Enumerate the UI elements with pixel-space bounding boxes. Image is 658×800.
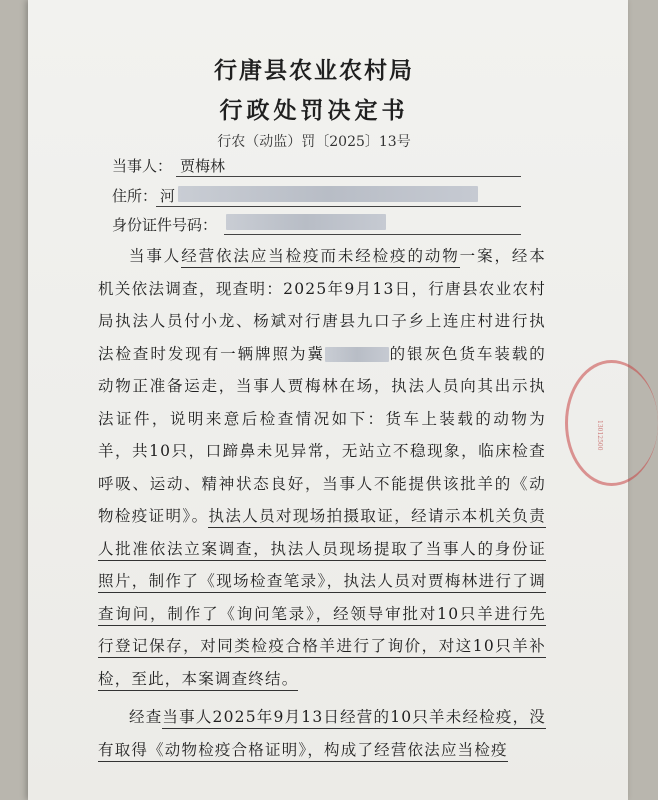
- address-value: 河: [160, 187, 176, 205]
- conclusion-lead: 经查: [129, 708, 163, 726]
- seal-number: 13012500: [596, 420, 603, 451]
- party-label: 当事人：: [112, 157, 173, 175]
- party-name: 贾梅林: [180, 157, 226, 175]
- address-label: 住所：: [112, 187, 158, 205]
- id-label: 身份证件号码：: [112, 216, 218, 234]
- official-seal: [565, 360, 658, 486]
- id-redaction: [226, 214, 386, 230]
- document-page: [28, 0, 628, 800]
- findings-text: 一案，经本机关依法调查，现查明：2025年9月13日，行唐县农业农村局执法人员付小龙、杨斌对行唐县九口子乡上连庄村进行执法检查时发现有一辆牌照为冀: [98, 247, 546, 363]
- plate-redaction: [325, 347, 389, 362]
- document-number: 行农（动监）罚〔2025〕13号: [217, 134, 411, 150]
- conclusion-text: 当事人2025年9月13日经营的10只羊未经检疫，没有取得《动物检疫合格证明》，构成了经营依法应当检疫: [98, 708, 546, 762]
- id-underline: [224, 234, 521, 235]
- investigation-text: 执法人员对现场拍摄取证，经请示本机关负责人批准依法立案调查，执法人员现场提取了当事人的身份证照片，制作了《现场检查笔录》，执法人员对贾梅林进行了调查询问，制作了《询问笔录》，经领导审批对10只羊进行先行登记保存，对同类检疫合格羊进行了询价，对这10只羊补检，至此，本案调查终结。: [98, 507, 546, 691]
- paragraph-conclusion: [98, 701, 546, 766]
- paragraph-findings: [98, 240, 546, 695]
- findings-text-cont: 的银灰色货车装载的动物正准备运走，当事人贾梅林在场，执法人员向其出示执法证件，说明来意后检查情况如下：货车上装载的动物为羊，共10只，口蹄鼻未见异常，无站立不稳现象，临床检查呼吸、运动、精神状态良好，当事人不能提供该批羊的《动物检疫证明》。: [98, 344, 546, 525]
- case-subject: 经营依法应当检疫而未经检疫的动物: [181, 247, 459, 268]
- party-word: 当事人: [129, 247, 182, 265]
- document-body: [98, 240, 546, 766]
- address-underline: [156, 206, 521, 207]
- party-underline: [176, 176, 521, 177]
- issuing-authority: 行唐县农业农村局: [214, 57, 414, 84]
- address-redaction: [178, 186, 478, 202]
- document-title: 行政处罚决定书: [219, 97, 409, 124]
